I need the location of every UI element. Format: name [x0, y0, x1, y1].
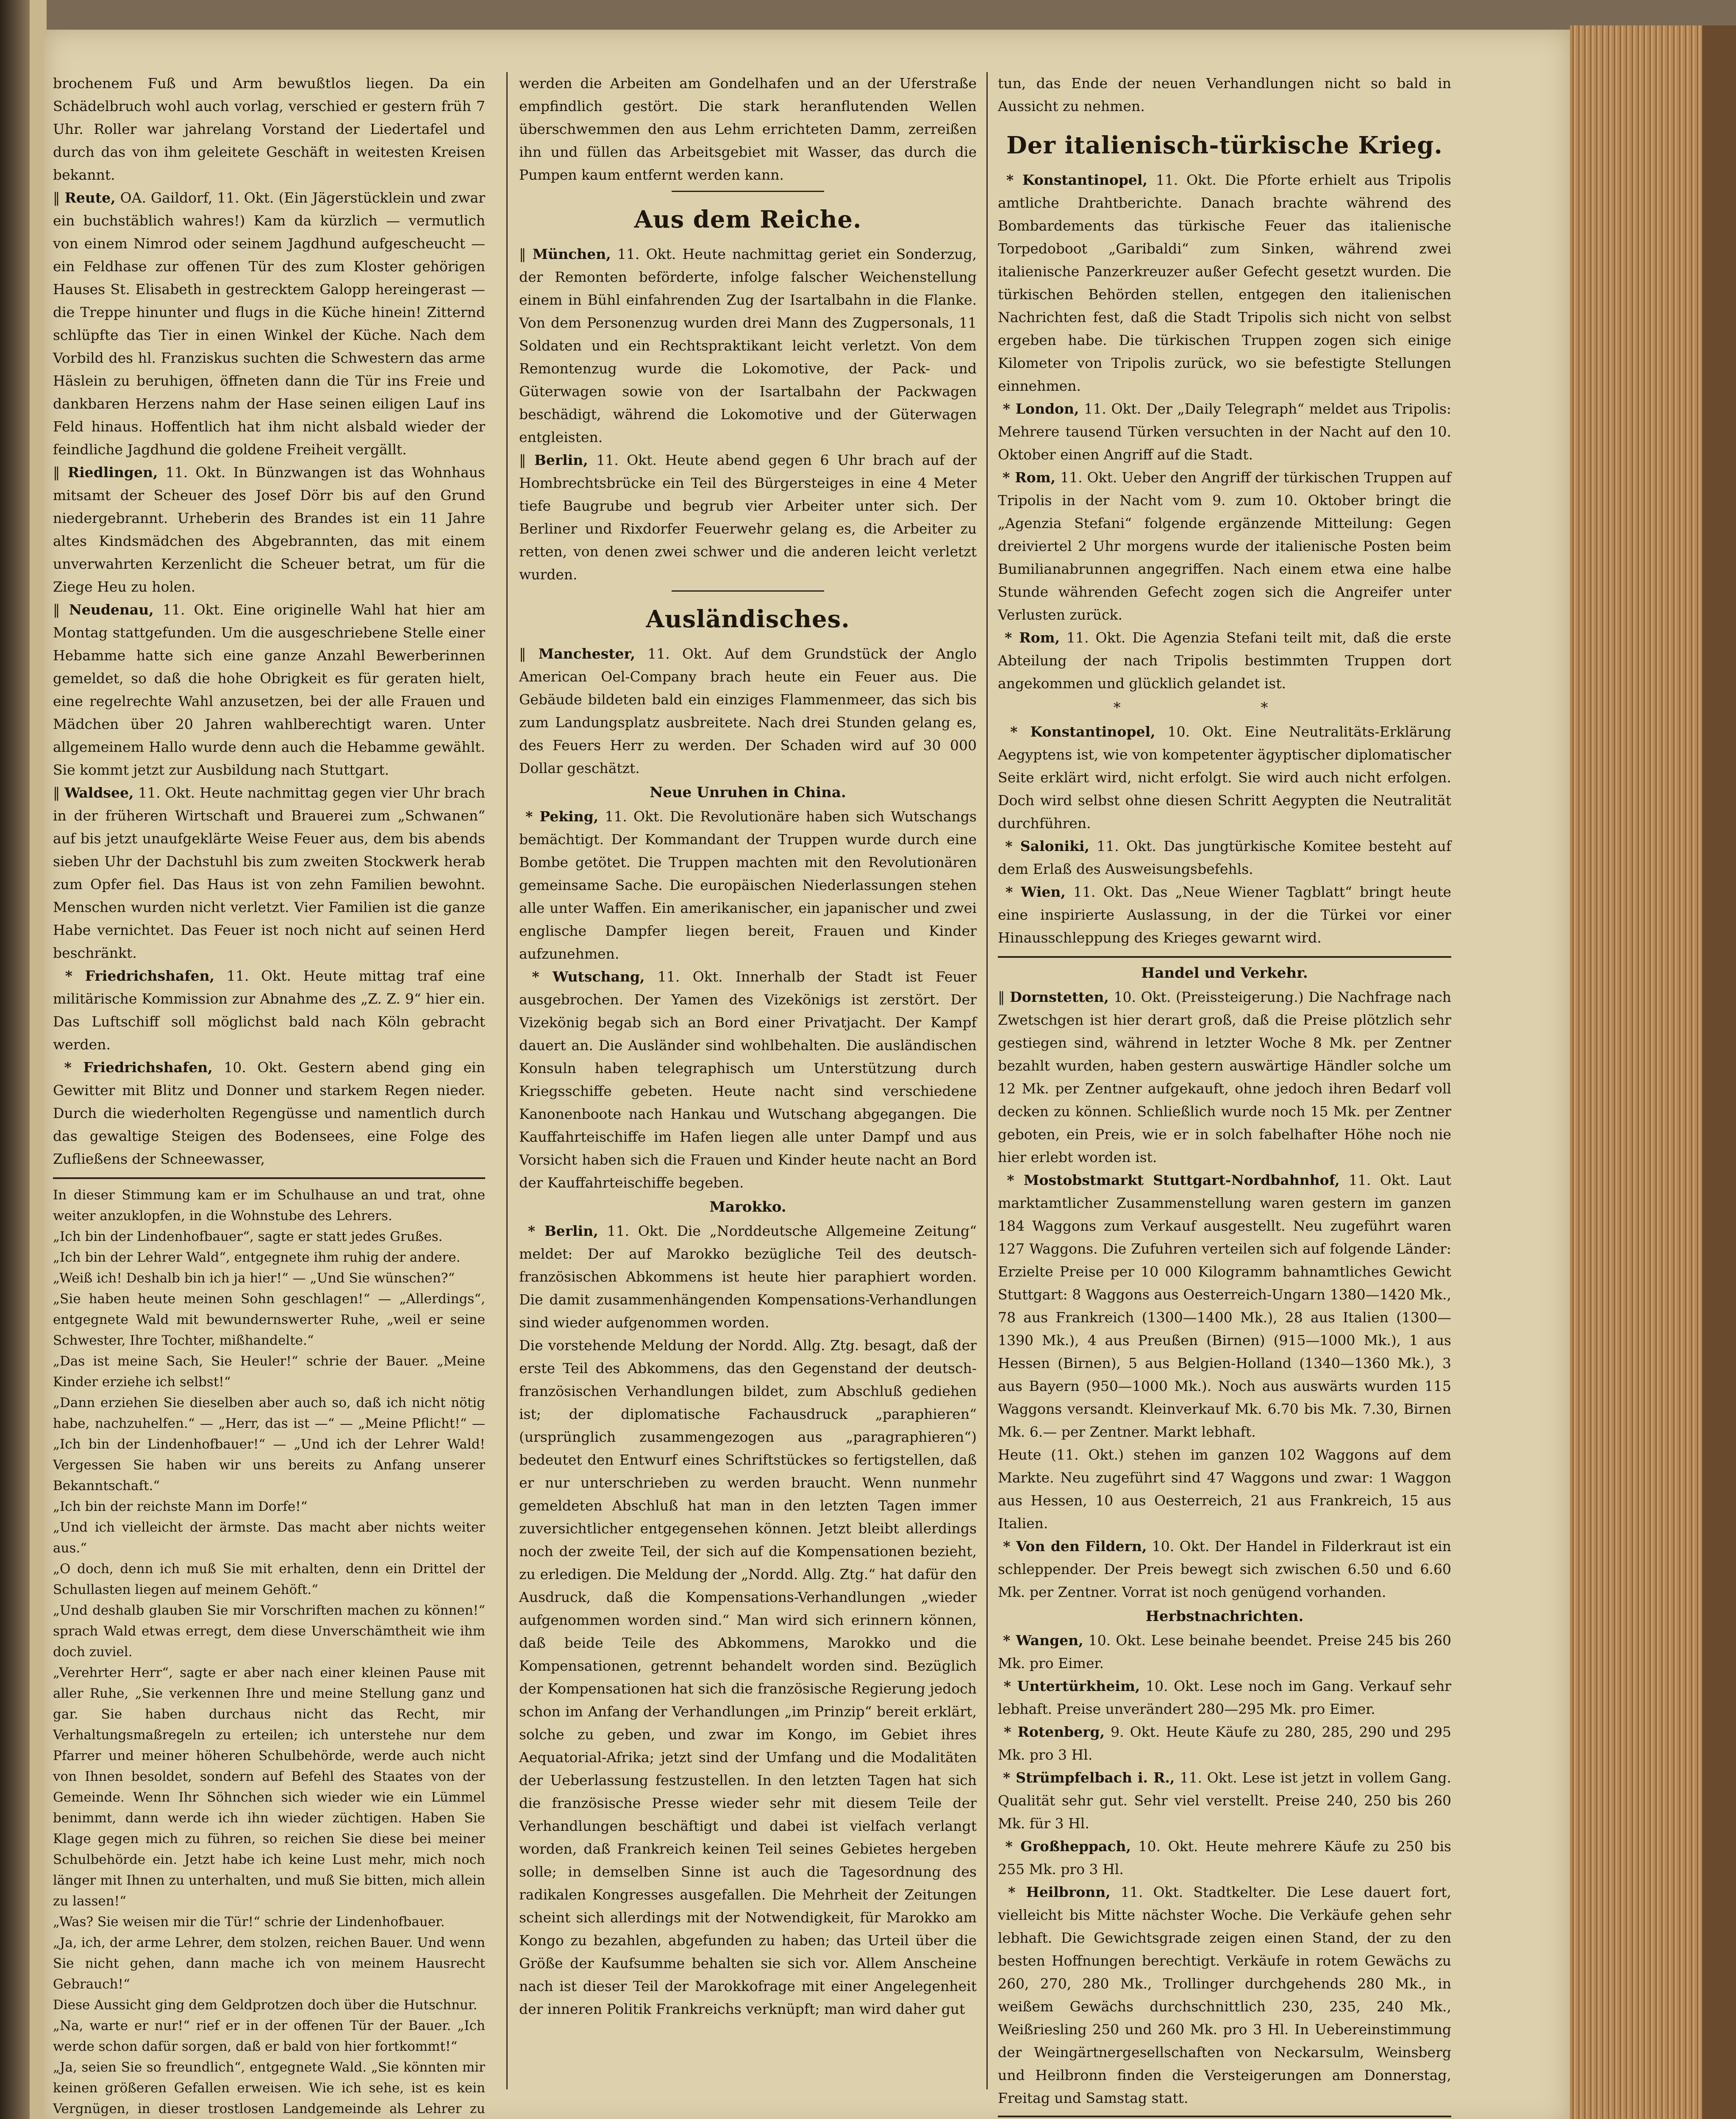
- article: [998, 881, 1451, 949]
- article: [519, 805, 977, 965]
- dateline: * Von den Fildern,: [1003, 1538, 1147, 1554]
- article-text: 10. Okt. (Preissteigerung.) Die Nachfrage nach Zwetschgen ist hier derart groß, daß die Preise plötzlich sehr gestiegen sind, während in letzter Woche 8 Mk. per Zentner bezahlt wurden, haben gestern auswärtige Händler solche um 12 Mk. per Zentner aufgekauft, ohne jedoch ihren Bedarf voll decken zu können. Schließlich wurde noch 15 Mk. per Zentner geboten, ein Preis, wie er in solch fabelhafter Höhe noch nie hier erlebt worden ist.: [998, 989, 1451, 1165]
- article: [53, 1056, 485, 1171]
- article-text: brochenem Fuß und Arm bewußtlos liegen. Da ein Schädelbruch wohl auch vorlag, verschied er gestern früh 7 Uhr. Roller war jahrelang Vorstand der Liedertafel und durch das von ihm geleitete Geschäft in weitesten Kreisen bekannt.: [53, 75, 485, 183]
- story-paragraph: „Und ich vielleicht der ärmste. Das macht aber nichts weiter aus.“: [53, 1520, 485, 1556]
- section-stars: * *: [1113, 699, 1336, 716]
- article-text: 11. Okt. Das „Neue Wiener Tagblatt“ bringt heute eine inspirierte Auslassung, in der die Türkei vor einer Hinausschleppung des Krieges gewarnt wird.: [998, 884, 1451, 946]
- story-paragraph: „Ja, seien Sie so freundlich“, entgegnete Wald. „Sie könnten mir keinen größeren Gefallen erweisen. Wie ich sehe, ist es kein Vergnügen, in dieser trostlosen Landgemeinde als Lehrer zu: [53, 2060, 485, 2116]
- feuilleton-rule: [53, 1177, 485, 1179]
- article-text: 11. Okt. Die Revolutionäre haben sich Wutschangs bemächtigt. Der Kommandant der Truppen wurde durch eine Bombe getötet. Die Truppen machten mit den Revolutionären gemeinsame Sache. Die europäischen Niederlassungen stehen alle unter Waffen. Ein amerikanischer, ein japanischer und zwei englische Dampfer liegen bereit, Frauen und Kinder aufzunehmen.: [519, 808, 977, 962]
- article-text: 11. Okt. Innerhalb der Stadt ist Feuer ausgebrochen. Der Yamen des Vizekönigs ist zerstört. Der Vizekönig begab sich an Bord einer Privatjacht. Der Kampf dauert an. Die Ausländer sind wohlbehalten. Die ausländischen Konsuln haben telegraphisch um Unterstützung durch Kriegsschiffe gebeten. Heute nacht sind verschiedene Kanonenboote nach Hankau und Wutschang abgegangen. Die Kauffahrteischiffe im Hafen liegen alle unter Dampf und aus Vorsicht haben sich die Frauen und Kinder heute nacht an Bord der Kauffahrteischiffe begeben.: [519, 968, 977, 1191]
- dateline: * Rotenberg,: [1004, 1724, 1105, 1740]
- article: [998, 720, 1451, 835]
- article: [998, 1721, 1451, 1766]
- article: [998, 1629, 1451, 1675]
- article: [998, 1675, 1451, 1721]
- article-text: 11. Okt. Die Agenzia Stefani teilt mit, daß die erste Abteilung der nach Tripolis bestimmten Truppen dort angekommen und glücklich gelandet ist.: [998, 629, 1451, 692]
- article-text: werden die Arbeiten am Gondelhafen und an der Uferstraße empfindlich gestört. Die stark heranflutenden Wellen überschwemmen den aus Lehm errichteten Damm, zerreißen ihn und füllen das Arbeitsgebiet mit Wasser, das durch die Pumpen kaum entfernt werden kann.: [519, 75, 977, 183]
- dateline: Berlin,: [534, 452, 588, 468]
- subheading-marokko: Marokko.: [709, 1199, 786, 1215]
- dateline: * Rom,: [1004, 629, 1060, 646]
- article: ‖ Waldsee, 11. Okt. Heute nachmittag gegen vier Uhr brach in der früheren Wirtschaft und Brauerei zum „Schwanen“ auf bis jetzt unaufgeklärte Weise Feuer aus, dem bis abends sieben Uhr der Dachstuhl bis zum zweiten Stockwerk herab zum Opfer fiel. Das Haus ist von zehn Familien bewohnt. Menschen wurden nicht verletzt. Vier Familien ist die ganze Habe vernichtet. Das Feuer ist noch nicht auf seinen Herd beschränkt.: [53, 784, 485, 961]
- dateline: * London,: [1003, 400, 1079, 417]
- article: [998, 1169, 1451, 1443]
- article: [53, 965, 485, 1056]
- article-text: 9. Okt. Heute Käufe zu 280, 285, 290 und 295 Mk. pro 3 Hl.: [998, 1724, 1451, 1763]
- subheading-china: Neue Unruhen in China.: [650, 784, 846, 801]
- page-edges: [1570, 25, 1736, 2119]
- article-text: 11. Okt. Die „Norddeutsche Allgemeine Zeitung“ meldet: Der auf Marokko bezügliche Teil des deutsch-französischen Abkommens ist heute hier paraphiert worden. Die damit zusammenhängenden Kompensations-Verhandlungen sind wieder aufgenommen worden.: [519, 1223, 977, 1331]
- article-text: 11. Okt. Stadtkelter. Die Lese dauert fort, vielleicht bis Mitte nächster Woche. Die Verkäufe gehen sehr lebhaft. Die Gewichtsgrade zeigen einen Stand, der zu den besten Hoffnungen berechtigt. Verkäufe in rotem Gewächs zu 260, 270, 280 Mk., Trollinger durchgehends 280 Mk., in weißem Gewächs durchschnittlich 230, 235, 240 Mk., Weißriesling 250 und 260 Mk. pro 3 Hl. In Uebereinstimmung der Weingärtnergesellschaften von Neckarsulm, Weinsberg und Heilbronn finden die Versteigerungen am Donnerstag, Freitag und Samstag statt.: [998, 1884, 1451, 2106]
- story-paragraph: „Weiß ich! Deshalb bin ich ja hier!“ — „Und Sie wünschen?“: [53, 1271, 455, 1286]
- column-rule-1: [506, 72, 508, 2089]
- article-text: 11. Okt. Heute nachmittag gegen vier Uhr brach in der früheren Wirtschaft und Brauerei zum „Schwanen“ auf bis jetzt unaufgeklärte Weise Feuer aus, dem bis abends sieben Uhr der Dachstuhl bis zum zweiten Stockwerk herab zum Opfer fiel. Das Haus ist von zehn Familien bewohnt. Menschen wurden nicht verletzt. Vier Familien ist die ganze Habe vernichtet. Das Feuer ist noch nicht auf seinen Herd beschränkt.: [53, 784, 485, 961]
- footer-rule: [998, 2116, 1451, 2117]
- article: ‖ Manchester, 11. Okt. Auf dem Grundstück der Anglo American Oel-Company brach heute ein Feuer aus. Die Gebäude bildeten bald ein einziges Flammenmeer, das sich bis zum Landungsplatz ausbreitete. Nach drei Stunden gelang es, des Feuers Herr zu werden. Der Schaden wird auf 30 000 Dollar geschätzt.: [519, 645, 977, 776]
- column-1: [53, 72, 485, 2119]
- article-text: 11. Okt. Laut marktamtlicher Zusammenstellung waren gestern im ganzen 184 Waggons zum Verkauf ausgestellt. Neu zugeführt waren 127 Waggons. Die Zufuhren verteilen sich auf folgende Länder: Erzielte Preise per 10 000 Kilogramm bahnamtliches Gewicht Stuttgart: 8 Waggons aus Oesterreich-Ungarn 1380—1420 Mk., 78 aus Frankreich (1300—1400 Mk.), 28 aus Italien (1300—1390 Mk.), 4 aus Preußen (Birnen) (915—1000 Mk.), 1 aus Hessen (Birnen), 5 aus Belgien-Holland (1340—1360 Mk.), 3 aus Bayern (950—1000 Mk.). Noch aus auswärts wurden 115 Waggons versandt. Kleinverkauf Mk. 6.70 bis Mk. 7.30, Birnen Mk. 6.— per Zentner. Markt lebhaft.: [998, 1172, 1451, 1440]
- story-paragraph: In dieser Stimmung kam er im Schulhause an und trat, ohne weiter anzuklopfen, in die Wohnstube des Lehrers.: [53, 1187, 485, 1224]
- subheading-herbst: Herbstnachrichten.: [1145, 1608, 1304, 1625]
- article: [998, 466, 1451, 626]
- section-heading-krieg: Der italienisch-türkische Krieg.: [1006, 131, 1443, 159]
- article: [998, 835, 1451, 881]
- article: [998, 1835, 1451, 1881]
- article-text: 11. Okt. Der „Daily Telegraph“ meldet aus Tripolis: Mehrere tausend Türken versuchten in der Nacht auf den 10. Oktober einen Angriff auf die Stadt.: [998, 400, 1451, 463]
- article-text: 11. Okt. Ueber den Angriff der türkischen Truppen auf Tripolis in der Nacht vom 9. zum 10. Oktober bringt die „Agenzia Stefani“ folgende ergänzende Mitteilung: Gegen dreiviertel 2 Uhr morgens wurde der italienische Posten beim Bumilianabrunnen angegriffen. Nach einem etwa eine halbe Stunde währenden Gefecht zogen sich die Angreifer unter Verlusten zurück.: [998, 469, 1451, 623]
- dateline: München,: [532, 246, 611, 262]
- dateline: * Saloniki,: [1005, 838, 1089, 854]
- dateline: * Berlin,: [528, 1223, 598, 1239]
- article: [998, 1766, 1451, 1835]
- story-paragraph: „Was? Sie weisen mir die Tür!“ schrie der Lindenhofbauer.: [53, 1914, 445, 1930]
- article: [519, 965, 977, 1194]
- article-text: 11. Okt. Heute mittag traf eine militärische Kommission zur Abnahme des „Z. Z. 9“ hier ein. Das Luftschiff soll möglichst bald nach Köln gebracht werden.: [53, 968, 486, 1053]
- story-paragraph: „Verehrter Herr“, sagte er aber nach einer kleinen Pause mit aller Ruhe, „Sie verkennen Ihre und meine Stellung ganz und gar. Sie haben durchaus nicht das Recht, mir Verhaltungsmaßregeln zu erteilen; ich unterstehe nur dem Pfarrer und meiner höheren Schulbehörde, werde auch nicht von Ihnen besoldet, sondern auf Befehl des Staates von der Gemeinde. Wenn Ihr Söhnchen sich wieder wie ein Lümmel benimmt, dann werde ich ihn wieder züchtigen. Haben Sie Klage gegen mich zu führen, so reichen Sie diese bei meiner Schulbehörde ein. Jetzt habe ich keine Lust mehr, mich noch länger mit Ihnen zu unterhalten, und muß Sie bitten, mich allein zu lassen!“: [53, 1665, 485, 1909]
- story-paragraph: „Na, warte er nur!“ rief er in der offenen Tür der Bauer. „Ich werde schon dafür sorgen, daß er bald von hier fortkommt!“: [53, 2018, 485, 2054]
- article: ‖ Berlin, 11. Okt. Heute abend gegen 6 Uhr brach auf der Hombrechtsbrücke ein Teil des Bürgersteiges in eine 4 Meter tiefe Baugrube und begrub vier Arbeiter unter sich. Der Berliner und Rixdorfer Feuerwehr gelang es, die Arbeiter zu retten, von denen zwei schwer und die anderen leicht verletzt wurden.: [519, 452, 977, 583]
- dateline: Neudenau,: [69, 601, 154, 618]
- article-text: 11. Okt. Das jungtürkische Komitee besteht auf dem Erlaß des Ausweisungsbefehls.: [998, 838, 1451, 877]
- dateline: Waldsee,: [64, 784, 134, 801]
- article-text: 10. Okt. Lese noch im Gang. Verkauf sehr lebhaft. Preise unverändert 280—295 Mk. pro Eimer.: [998, 1678, 1451, 1717]
- article-text: 11. Okt. Heute nachmittag geriet ein Sonderzug, der Remonten beförderte, infolge falscher Weichenstellung einem in Bühl einfahrenden Zug der Isartalbahn in die Flanke. Von dem Personenzug wurden drei Mann des Zugpersonals, 11 Soldaten und ein Rechtspraktikant leicht verletzt. Von dem Remontenzug wurde die Lokomotive, der Pack- und Güterwagen sowie von der Isartalbahn der Packwagen beschädigt, während die Lokomotive und der Güterwagen entgleisten.: [519, 246, 977, 445]
- story-paragraph: „Dann erziehen Sie dieselben aber auch so, daß ich nicht nötig habe, nachzuhelfen.“ — „Herr, das ist —“ — „Meine Pflicht!“ — „Ich bin der Lindenhofbauer!“ — „Und ich der Lehrer Wald! Vergessen Sie haben wir uns bereits zu Anfang unserer Bekanntschaft.“: [53, 1395, 485, 1493]
- story-paragraph: „Das ist meine Sach, Sie Heuler!“ schrie der Bauer. „Meine Kinder erziehe ich selbst!“: [53, 1354, 485, 1390]
- article: [519, 1220, 977, 1334]
- article-text: 11. Okt. Die Pforte erhielt aus Tripolis amtliche Drahtberichte. Danach brachte während des Bombardements das türkische Feuer das italienische Torpedoboot „Garibaldi“ zum Sinken, während zwei italienische Panzerkreuzer außer Gefecht gesetzt wurden. Die türkischen Behörden stellen, entgegen den italienischen Nachrichten fest, daß die Stadt Tripolis sich nicht von selbst ergeben habe. Die türkischen Truppen zogen sich einige Kilometer von Tripolis zurück, wo sie befestigte Stellungen einnehmen.: [998, 172, 1451, 394]
- article-text: 11. Okt. Lese ist jetzt in vollem Gang. Qualität sehr gut. Sehr viel verstellt. Preise 240, 250 bis 260 Mk. für 3 Hl.: [998, 1769, 1451, 1832]
- dateline: * Wutschang,: [532, 968, 645, 985]
- article-text: tun, das Ende der neuen Verhandlungen nicht so bald in Aussicht zu nehmen.: [998, 75, 1451, 114]
- article-text: Heute (11. Okt.) stehen im ganzen 102 Waggons auf dem Markte. Neu zugeführt sind 47 Waggons und zwar: 1 Waggon aus Hessen, 10 aus Oesterreich, 21 aus Frankreich, 15 aus Italien.: [998, 1446, 1451, 1532]
- article-text: 10. Okt. Der Handel in Filderkraut ist ein schleppender. Der Preis bewegt sich zwischen 6.50 und 6.60 Mk. per Zentner. Vorrat ist noch genügend vorhanden.: [998, 1538, 1451, 1600]
- dateline: Riedlingen,: [67, 464, 158, 481]
- story-paragraph: „Ich bin der Lehrer Wald“, entgegnete ihm ruhig der andere.: [53, 1250, 461, 1265]
- dateline: * Strümpfelbach i. R.,: [1003, 1769, 1175, 1786]
- article: ‖ Neudenau, 11. Okt. Eine originelle Wahl hat hier am Montag stattgefunden. Um die ausgeschriebene Stelle einer Hebamme hatte sich eine ganze Anzahl Bewerberinnen gemeldet, so daß die hohe Obrigkeit es für geraten hielt, eine regelrechte Wahl anzusetzen, bei der alle Frauen und Mädchen über 20 Jahren wahlberechtigt waren. Unter allgemeinem Hallo wurde denn auch die Hebamme gewählt. Sie kommt jetzt zur Ausbildung nach Stuttgart.: [53, 601, 485, 778]
- section-rule: [998, 956, 1451, 958]
- story-paragraph: „Und deshalb glauben Sie mir Vorschriften machen zu können!“ sprach Wald etwas erregt, dem diese Unverschämtheit wie ihm doch zuviel.: [53, 1603, 485, 1660]
- story-paragraph: „Ich bin der Lindenhofbauer“, sagte er statt jedes Grußes.: [53, 1229, 443, 1244]
- story-paragraph: „Ja, ich, der arme Lehrer, dem stolzen, reichen Bauer. Und wenn Sie nicht gehen, dann mache ich von meinem Hausrecht Gebrauch!“: [53, 1935, 485, 1992]
- dateline: * Peking,: [525, 808, 599, 825]
- story-paragraph: „O doch, denn ich muß Sie mit erhalten, denn ein Drittel der Schullasten liegen auf meinem Gehöft.“: [53, 1561, 485, 1597]
- article: [998, 626, 1451, 695]
- article-text: 10. Okt. Gestern abend ging ein Gewitter mit Blitz und Donner und starkem Regen nieder. Durch die wiederholten Regengüsse und namentlich durch das gewaltige Steigen des Bodensees, eine Folge des Zufließens der Schneewasser,: [53, 1059, 485, 1167]
- story-paragraph: „Sie haben heute meinen Sohn geschlagen!“ — „Allerdings“, entgegnete Wald mit bewundernswerter Ruhe, „weil er seine Schwester, Ihre Tochter, mißhandelte.“: [53, 1291, 485, 1348]
- left-page-edge: [30, 0, 47, 2119]
- section-rule: [672, 191, 824, 192]
- section-rule: [672, 590, 824, 592]
- dateline: * Untertürkheim,: [1003, 1678, 1140, 1694]
- dateline: * Friedrichshafen,: [65, 968, 215, 984]
- article: ‖ Reute, OA. Gaildorf, 11. Okt. (Ein Jägerstücklein und zwar ein buchstäblich wahres!) Kam da kürzlich — vermutlich von einem Nimrod oder seinem Jagdhund aufgescheucht — ein Feldhase zur offenen Tür des zum Kloster gehörigen Hauses St. Elisabeth in gestrecktem Galopp hereingerast — die Treppe hinunter und flugs in die Küche hinein! Zitternd schlüpfte das Tier in einen Winkel der Küche. Nach dem Vorbild des hl. Franziskus suchten die Schwestern das arme Häslein zu beruhigen, öffneten dann die Tür ins Freie und dankbaren Herzens nahm der Hase seinen eiligen Lauf ins Feld hinaus. Hoffentlich hat ihm nicht alsbald wieder der feindliche Jagdhund die goldene Freiheit vergällt.: [53, 189, 485, 458]
- feuilleton-story: [53, 1185, 485, 2119]
- dateline: Reute,: [64, 189, 116, 206]
- dateline: * Rom,: [1003, 469, 1056, 486]
- article-text: 11. Okt. Eine originelle Wahl hat hier am Montag stattgefunden. Um die ausgeschriebene Stelle einer Hebamme hatte sich eine ganze Anzahl Bewerberinnen gemeldet, so daß die hohe Obrigkeit es für geraten hielt, eine regelrechte Wahl anzusetzen, bei der alle Frauen und Mädchen über 20 Jahren wahlberechtigt waren. Unter allgemeinem Hallo wurde denn auch die Hebamme gewählt. Sie kommt jetzt zur Ausbildung nach Stuttgart.: [53, 601, 485, 778]
- dateline: Dornstetten,: [1010, 989, 1109, 1005]
- article-text: 10. Okt. Heute mehrere Käufe zu 250 bis 255 Mk. pro 3 Hl.: [998, 1838, 1451, 1877]
- story-paragraph: Diese Aussicht ging dem Geldprotzen doch über die Hutschnur.: [53, 1997, 478, 2013]
- article-text: 10. Okt. Eine Neutralitäts-Erklärung Aegyptens ist, wie von kompetenter ägyptischer diplomatischer Seite erklärt wird, nicht erfolgt. Sie wird auch nicht erfolgen. Doch wird selbst ohne diesen Schritt Aegypten die Neutralität durchführen.: [998, 723, 1451, 831]
- column-3: [998, 72, 1451, 2119]
- section-heading-handel: Handel und Verkehr.: [1141, 965, 1308, 982]
- article: [998, 1535, 1451, 1604]
- article: ‖ Riedlingen, 11. Okt. In Bünzwangen ist das Wohnhaus mitsamt der Scheuer des Josef Dörr bis auf den Grund niedergebrannt. Urheberin des Brandes ist ein 11 Jahre altes Kindsmädchen des Abgebrannten, das mit einem unverwahrten Kerzenlicht die Scheuer betrat, um für die Ziege Heu zu holen.: [53, 464, 485, 595]
- dateline: * Mostobstmarkt Stuttgart-Nordbahnhof,: [1007, 1172, 1340, 1188]
- dateline: * Großheppach,: [1005, 1838, 1131, 1855]
- column-rule-2: [986, 72, 988, 2089]
- dateline: * Wien,: [1005, 884, 1066, 900]
- article-text: 11. Okt. Auf dem Grundstück der Anglo American Oel-Company brach heute ein Feuer aus. Die Gebäude bildeten bald ein einziges Flammenmeer, das sich bis zum Landungsplatz ausbreitete. Nach drei Stunden gelang es, des Feuers Herr zu werden. Der Schaden wird auf 30 000 Dollar geschätzt.: [519, 645, 977, 776]
- section-heading-auslaendisches: Ausländisches.: [646, 605, 850, 633]
- story-paragraph: „Ich bin der reichste Mann im Dorfe!“: [53, 1499, 308, 1514]
- dateline: * Konstantinopel,: [1006, 172, 1147, 188]
- article: [998, 398, 1451, 466]
- book-binding: [0, 0, 30, 2119]
- article-text: 11. Okt. Heute abend gegen 6 Uhr brach auf der Hombrechtsbrücke ein Teil des Bürgersteiges in eine 4 Meter tiefe Baugrube und begrub vier Arbeiter unter sich. Der Berliner und Rixdorfer Feuerwehr gelang es, die Arbeiter zu retten, von denen zwei schwer und die anderen leicht verletzt wurden.: [519, 452, 977, 583]
- section-heading-reich: Aus dem Reiche.: [634, 206, 862, 234]
- article-text: 10. Okt. Lese beinahe beendet. Preise 245 bis 260 Mk. pro Eimer.: [998, 1632, 1451, 1671]
- article: ‖ München, 11. Okt. Heute nachmittag geriet ein Sonderzug, der Remonten beförderte, infolge falscher Weichenstellung einem in Bühl einfahrenden Zug der Isartalbahn in die Flanke. Von dem Personenzug wurden drei Mann des Zugpersonals, 11 Soldaten und ein Rechtspraktikant leicht verletzt. Von dem Remontenzug wurde die Lokomotive, der Pack- und Güterwagen sowie von der Isartalbahn der Packwagen beschädigt, während die Lokomotive und der Güterwagen entgleisten.: [519, 246, 977, 445]
- article-text: Die vorstehende Meldung der Nordd. Allg. Ztg. besagt, daß der erste Teil des Abkommens, das den Gegenstand der deutsch-französischen Verhandlungen bildet, zum Abschluß gediehen ist; der diplomatische Fachausdruck „paraphieren“ (ursprünglich zusammengezogen aus „paragraphieren“) bedeutet den Entwurf eines Schriftstückes so fertigstellen, daß er nur unterschrieben zu werden braucht. Wenn nunmehr gemeldeten Abschluß hat man in den letzten Tagen immer zuversichtlicher entgegensehen können. Jetzt bleibt allerdings noch der zweite Teil, der sich auf die Kompensationen bezieht, zu erledigen. Die Meldung der „Nordd. Allg. Ztg.“ hat dafür den Ausdruck, daß die Kompensations-Verhandlungen „wieder aufgenommen worden sind.“ Man wird sich erinnern können, daß beide Teile des Abkommens, Marokko und die Kompensationen, getrennt behandelt worden sind. Bezüglich der Kompensationen hat sich die französische Regierung jedoch schon im Anfang der Verhandlungen „im Prinzip“ bereit erklärt, solche zu geben, und zwar im Kongo, im Gebiet ihres Aequatorial-Afrika; jetzt sind der Umfang und die Modalitäten der Ueberlassung festzustellen. In den letzten Tagen hat sich die französische Presse wieder sehr mit diesem Teile der Verhandlungen beschäftigt und dabei ist vielfach verlangt worden, daß Frankreich keinen Teil seines Gebietes hergeben solle; in demselben Sinne ist auch die Tagesordnung des radikalen Kongresses ausgefallen. Die Mehrheit der Zeitungen scheint sich allerdings mit der Notwendigkeit, für Marokko am Kongo zu bezahlen, abgefunden zu haben; das Urteil über die Größe der Kaufsumme behalten sie sich vor. Allem Anscheine nach ist dieser Teil der Marokkofrage mit einer Angelegenheit der inneren Politik Frankreichs verknüpft; man wird daher gut: [519, 1337, 977, 2017]
- dateline: * Friedrichshafen,: [64, 1059, 213, 1076]
- article: ‖ Dornstetten, 10. Okt. (Preissteigerung.) Die Nachfrage nach Zwetschgen ist hier derart groß, daß die Preise plötzlich sehr gestiegen sind, während in letzter Woche 8 Mk. per Zentner bezahlt wurden, haben gestern auswärtige Händler solche um 12 Mk. per Zentner aufgekauft, ohne jedoch ihren Bedarf voll decken zu können. Schließlich wurde noch 15 Mk. per Zentner geboten, ein Preis, wie er in solch fabelhafter Höhe noch nie hier erlebt worden ist.: [998, 989, 1451, 1165]
- column-2: [519, 72, 977, 2021]
- dateline: * Konstantinopel,: [1010, 723, 1155, 740]
- dateline: * Wangen,: [1003, 1632, 1083, 1649]
- article: [998, 1881, 1451, 2110]
- article: [998, 169, 1451, 398]
- article-text: 11. Okt. In Bünzwangen ist das Wohnhaus mitsamt der Scheuer des Josef Dörr bis auf den Grund niedergebrannt. Urheberin des Brandes ist ein 11 Jahre altes Kindsmädchen des Abgebrannten, das mit einem unverwahrten Kerzenlicht die Scheuer betrat, um für die Ziege Heu zu holen.: [53, 464, 485, 595]
- article-text: OA. Gaildorf, 11. Okt. (Ein Jägerstücklein und zwar ein buchstäblich wahres!) Kam da kürzlich — vermutlich von einem Nimrod oder seinem Jagdhund aufgescheucht — ein Feldhase zur offenen Tür des zum Kloster gehörigen Hauses St. Elisabeth in gestrecktem Galopp hereingerast — die Treppe hinunter und flugs in die Küche hinein! Zitternd schlüpfte das Tier in einen Winkel der Küche. Nach dem Vorbild des hl. Franziskus suchten die Schwestern das arme Häslein zu beruhigen, öffneten dann die Tür ins Freie und dankbaren Herzens nahm der Hase seinen eiligen Lauf ins Feld hinaus. Hoffentlich hat ihm nicht alsbald wieder der feindliche Jagdhund die goldene Freiheit vergällt.: [53, 189, 485, 458]
- dateline: * Heilbronn,: [1008, 1884, 1111, 1900]
- dateline: Manchester,: [538, 645, 636, 662]
